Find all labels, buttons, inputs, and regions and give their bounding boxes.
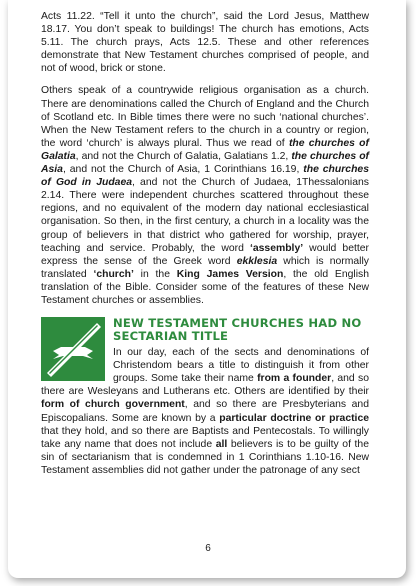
section-text-7: that they hold, and so there are Baptists and Pentecostals. To willingly take any name that does not include bbox=[41, 425, 369, 450]
p2-emph-galatia: the churches of Galatia bbox=[41, 137, 369, 162]
section-bold-all: all bbox=[215, 438, 228, 450]
section-bold-founder: from a founder bbox=[257, 373, 332, 385]
p2-emph-ekklesia: ekklesia bbox=[236, 255, 278, 267]
section-bold-government: form of church government bbox=[41, 399, 185, 411]
section-text-3: , and so there are Wesleyans and Lutherans etc. Others are identified by their bbox=[41, 373, 369, 398]
section-heading: NEW TESTAMENT CHURCHES HAD NO SECTARIAN TITLE bbox=[113, 316, 362, 344]
p2-text-k: which is normally translated bbox=[41, 255, 369, 280]
section-text-1: In our day, each of the sects and denominations of Christendom bears a title to distinguish it from other groups. Some take their name bbox=[113, 347, 369, 385]
p2-text-o: , the old English translation of the Bible. Consider some of the features of these New Testament churches or assemblies. bbox=[41, 268, 369, 306]
paragraph-1-text: Acts 11.22. “Tell it unto the church”, said the Lord Jesus, Matthew 18.17. You don’t speak to buildings! The church has emotions, Acts 5.11. The church prays, Acts 12.5. These and other references demonstrate that New Testament churches comprised of people, and not of wood, brick or stone. bbox=[41, 11, 369, 75]
p2-bold-kjv: King James Version bbox=[176, 268, 284, 280]
p2-emph-judaea: the churches of God in Judaea bbox=[41, 164, 369, 189]
p2-text-a: Others speak of a countrywide religious organisation as a church. There are denominations called the Church of England and the Church of Scotland etc. In Bible times there were no such ‘national churches’. When the New Testament refers to the church in a country or region, the word ‘church’ is always plural. Thus we read of bbox=[41, 85, 369, 149]
p2-text-c: , and not the Church of Galatia, Galatians 1.2, bbox=[75, 150, 292, 162]
section-text-5: , and so there are Presbyterians and Episcopalians. Some are known by a bbox=[41, 399, 369, 424]
p2-bold-church: ‘church’ bbox=[93, 268, 134, 280]
paragraph-1 bbox=[41, 10, 369, 75]
section-no-sectarian-title bbox=[41, 317, 369, 477]
no-sign-banner-icon bbox=[41, 317, 105, 381]
page-content bbox=[41, 10, 369, 487]
p2-text-m: in the bbox=[133, 268, 177, 280]
p2-emph-asia: the churches of Asia bbox=[41, 150, 369, 176]
p2-bold-assembly: ‘assembly’ bbox=[249, 242, 304, 254]
section-bold-doctrine: particular doctrine or practice bbox=[219, 412, 369, 424]
page-number: 6 bbox=[205, 543, 211, 554]
p2-text-g: , and not the Church of Judaea, 1Thessalonians 2.14. There were independent churches scattered throughout these regions, and no equivalent of the modern day national ecclesiastical organisation. So then, in the first century, a church in a locality was the group of believers in that district who gathered for worship, prayer, teaching and service. Probably, the word bbox=[41, 177, 369, 254]
section-text-9: believers is to be guilty of the sin of sectarianism that is condemned in 1 Corinthians 1.10-16. New Testament assemblies did not gather under the patronage of any sect bbox=[41, 438, 369, 476]
p2-text-i: would better express the sense of the Greek word bbox=[41, 242, 369, 267]
paragraph-2 bbox=[41, 84, 369, 307]
p2-text-e: , and not the Church of Asia, 1 Corinthians 16.19, bbox=[62, 164, 304, 176]
